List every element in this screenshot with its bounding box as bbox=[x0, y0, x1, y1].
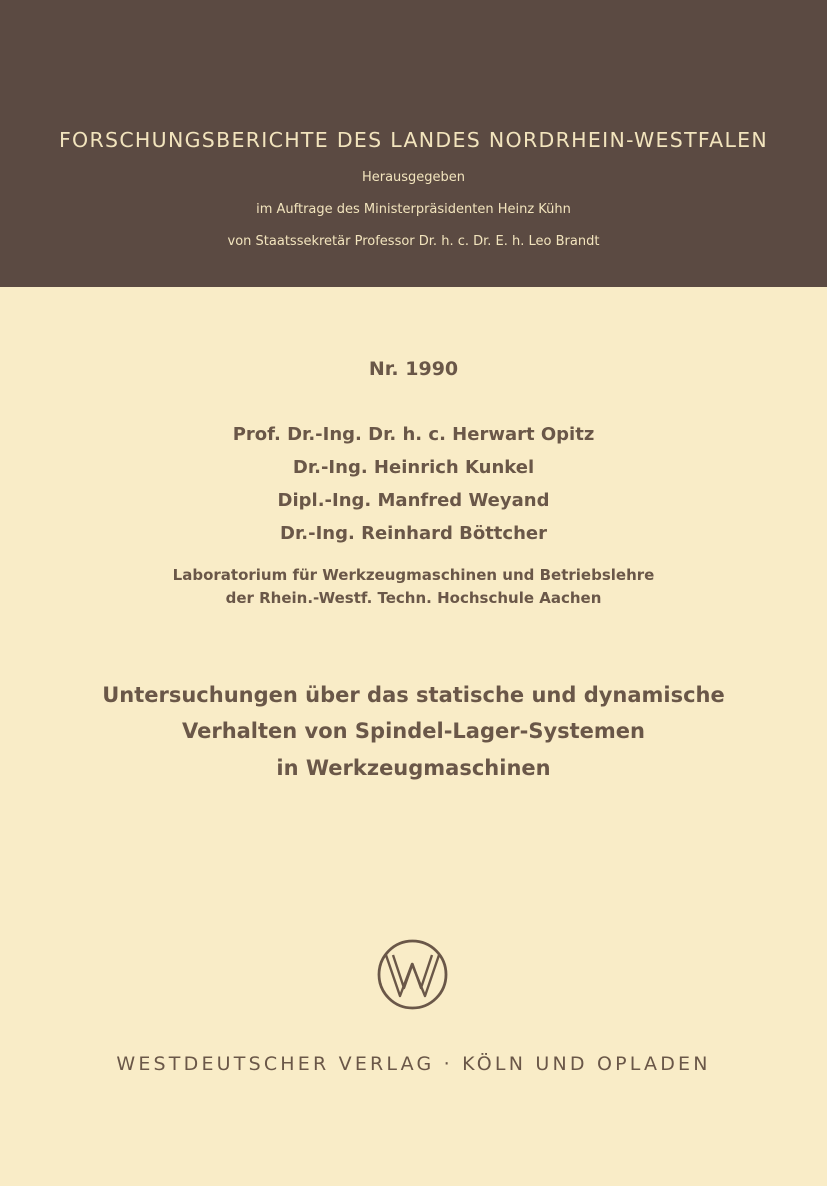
series-title: FORSCHUNGSBERICHTE DES LANDES NORDRHEIN-WESTFALEN bbox=[58, 128, 769, 152]
author-4: Dr.-Ing. Reinhard Böttcher bbox=[280, 523, 547, 544]
book-title-line-2: Verhalten von Spindel-Lager-Systemen bbox=[181, 719, 645, 743]
book-title-line-1: Untersuchungen über das statische und dynamische bbox=[102, 683, 725, 707]
editor-line-1: Herausgegeben bbox=[361, 170, 466, 185]
header-band bbox=[0, 0, 827, 287]
publisher-line: WESTDEUTSCHER VERLAG · KÖLN UND OPLADEN bbox=[116, 1053, 711, 1075]
institution-line-1: Laboratorium für Werkzeugmaschinen und Betriebslehre bbox=[172, 566, 655, 584]
author-3: Dipl.-Ing. Manfred Weyand bbox=[277, 490, 550, 511]
author-2: Dr.-Ing. Heinrich Kunkel bbox=[292, 457, 535, 478]
report-number: Nr. 1990 bbox=[368, 358, 459, 380]
editor-line-3: von Staatssekretär Professor Dr. h. c. Dr. E. h. Leo Brandt bbox=[227, 234, 600, 249]
publisher-logo-icon bbox=[376, 938, 449, 1011]
institution-line-2: der Rhein.-Westf. Techn. Hochschule Aachen bbox=[225, 589, 602, 607]
author-1: Prof. Dr.-Ing. Dr. h. c. Herwart Opitz bbox=[232, 424, 595, 445]
book-title-line-3: in Werkzeugmaschinen bbox=[276, 756, 551, 780]
editor-line-2: im Auftrage des Ministerpräsidenten Heinz Kühn bbox=[256, 202, 571, 217]
